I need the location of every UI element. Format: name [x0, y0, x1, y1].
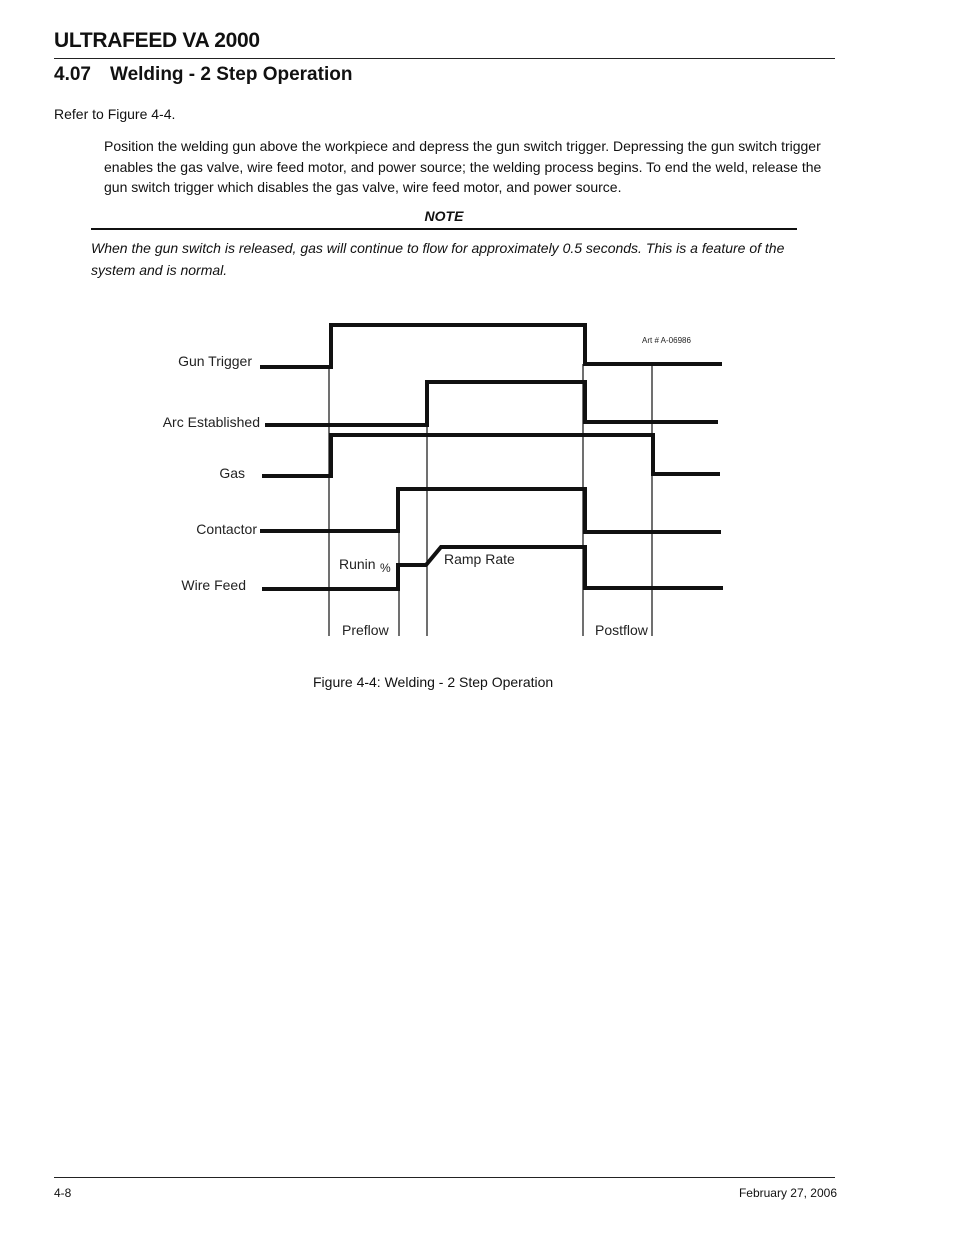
document-title: ULTRAFEED VA 2000 [54, 29, 260, 52]
figure-caption: Figure 4-4: Welding - 2 Step Operation [313, 674, 554, 690]
page-number: 4-8 [54, 1186, 72, 1200]
label-gun-trigger: Gun Trigger [178, 353, 252, 369]
label-percent: % [380, 561, 391, 575]
intro-text: Refer to Figure 4-4. [54, 106, 176, 122]
footer-date: February 27, 2006 [738, 1186, 837, 1200]
label-preflow: Preflow [342, 622, 389, 638]
gas-waveform [262, 435, 720, 476]
note-text: When the gun switch is released, gas will continue to flow for approximately 0.5 seconds. This is a feature of the system and is normal. [91, 240, 785, 278]
label-arc-established: Arc Established [162, 414, 260, 430]
section-title: Welding - 2 Step Operation [110, 64, 353, 85]
footer-rule [54, 1177, 835, 1178]
section-number: 4.07 [54, 64, 91, 85]
body-paragraph: Position the welding gun above the workpiece and depress the gun switch trigger. Depressing the gun switch trigger enables the gas valve, wire feed motor, and power source; the welding process begins. To end the weld, release the gun switch trigger which disables the gas valve, wire feed motor, and power source. [104, 138, 822, 195]
gun-trigger-waveform [260, 325, 722, 367]
label-ramp-rate: Ramp Rate [444, 551, 515, 567]
label-gas: Gas [219, 465, 245, 481]
note-label: NOTE [424, 208, 464, 224]
label-runin: Runin [339, 556, 376, 572]
label-postflow: Postflow [595, 622, 648, 638]
art-number: Art # A-06986 [642, 336, 691, 345]
arc-established-waveform [265, 382, 718, 425]
label-contactor: Contactor [196, 521, 257, 537]
label-wire-feed: Wire Feed [181, 577, 246, 593]
